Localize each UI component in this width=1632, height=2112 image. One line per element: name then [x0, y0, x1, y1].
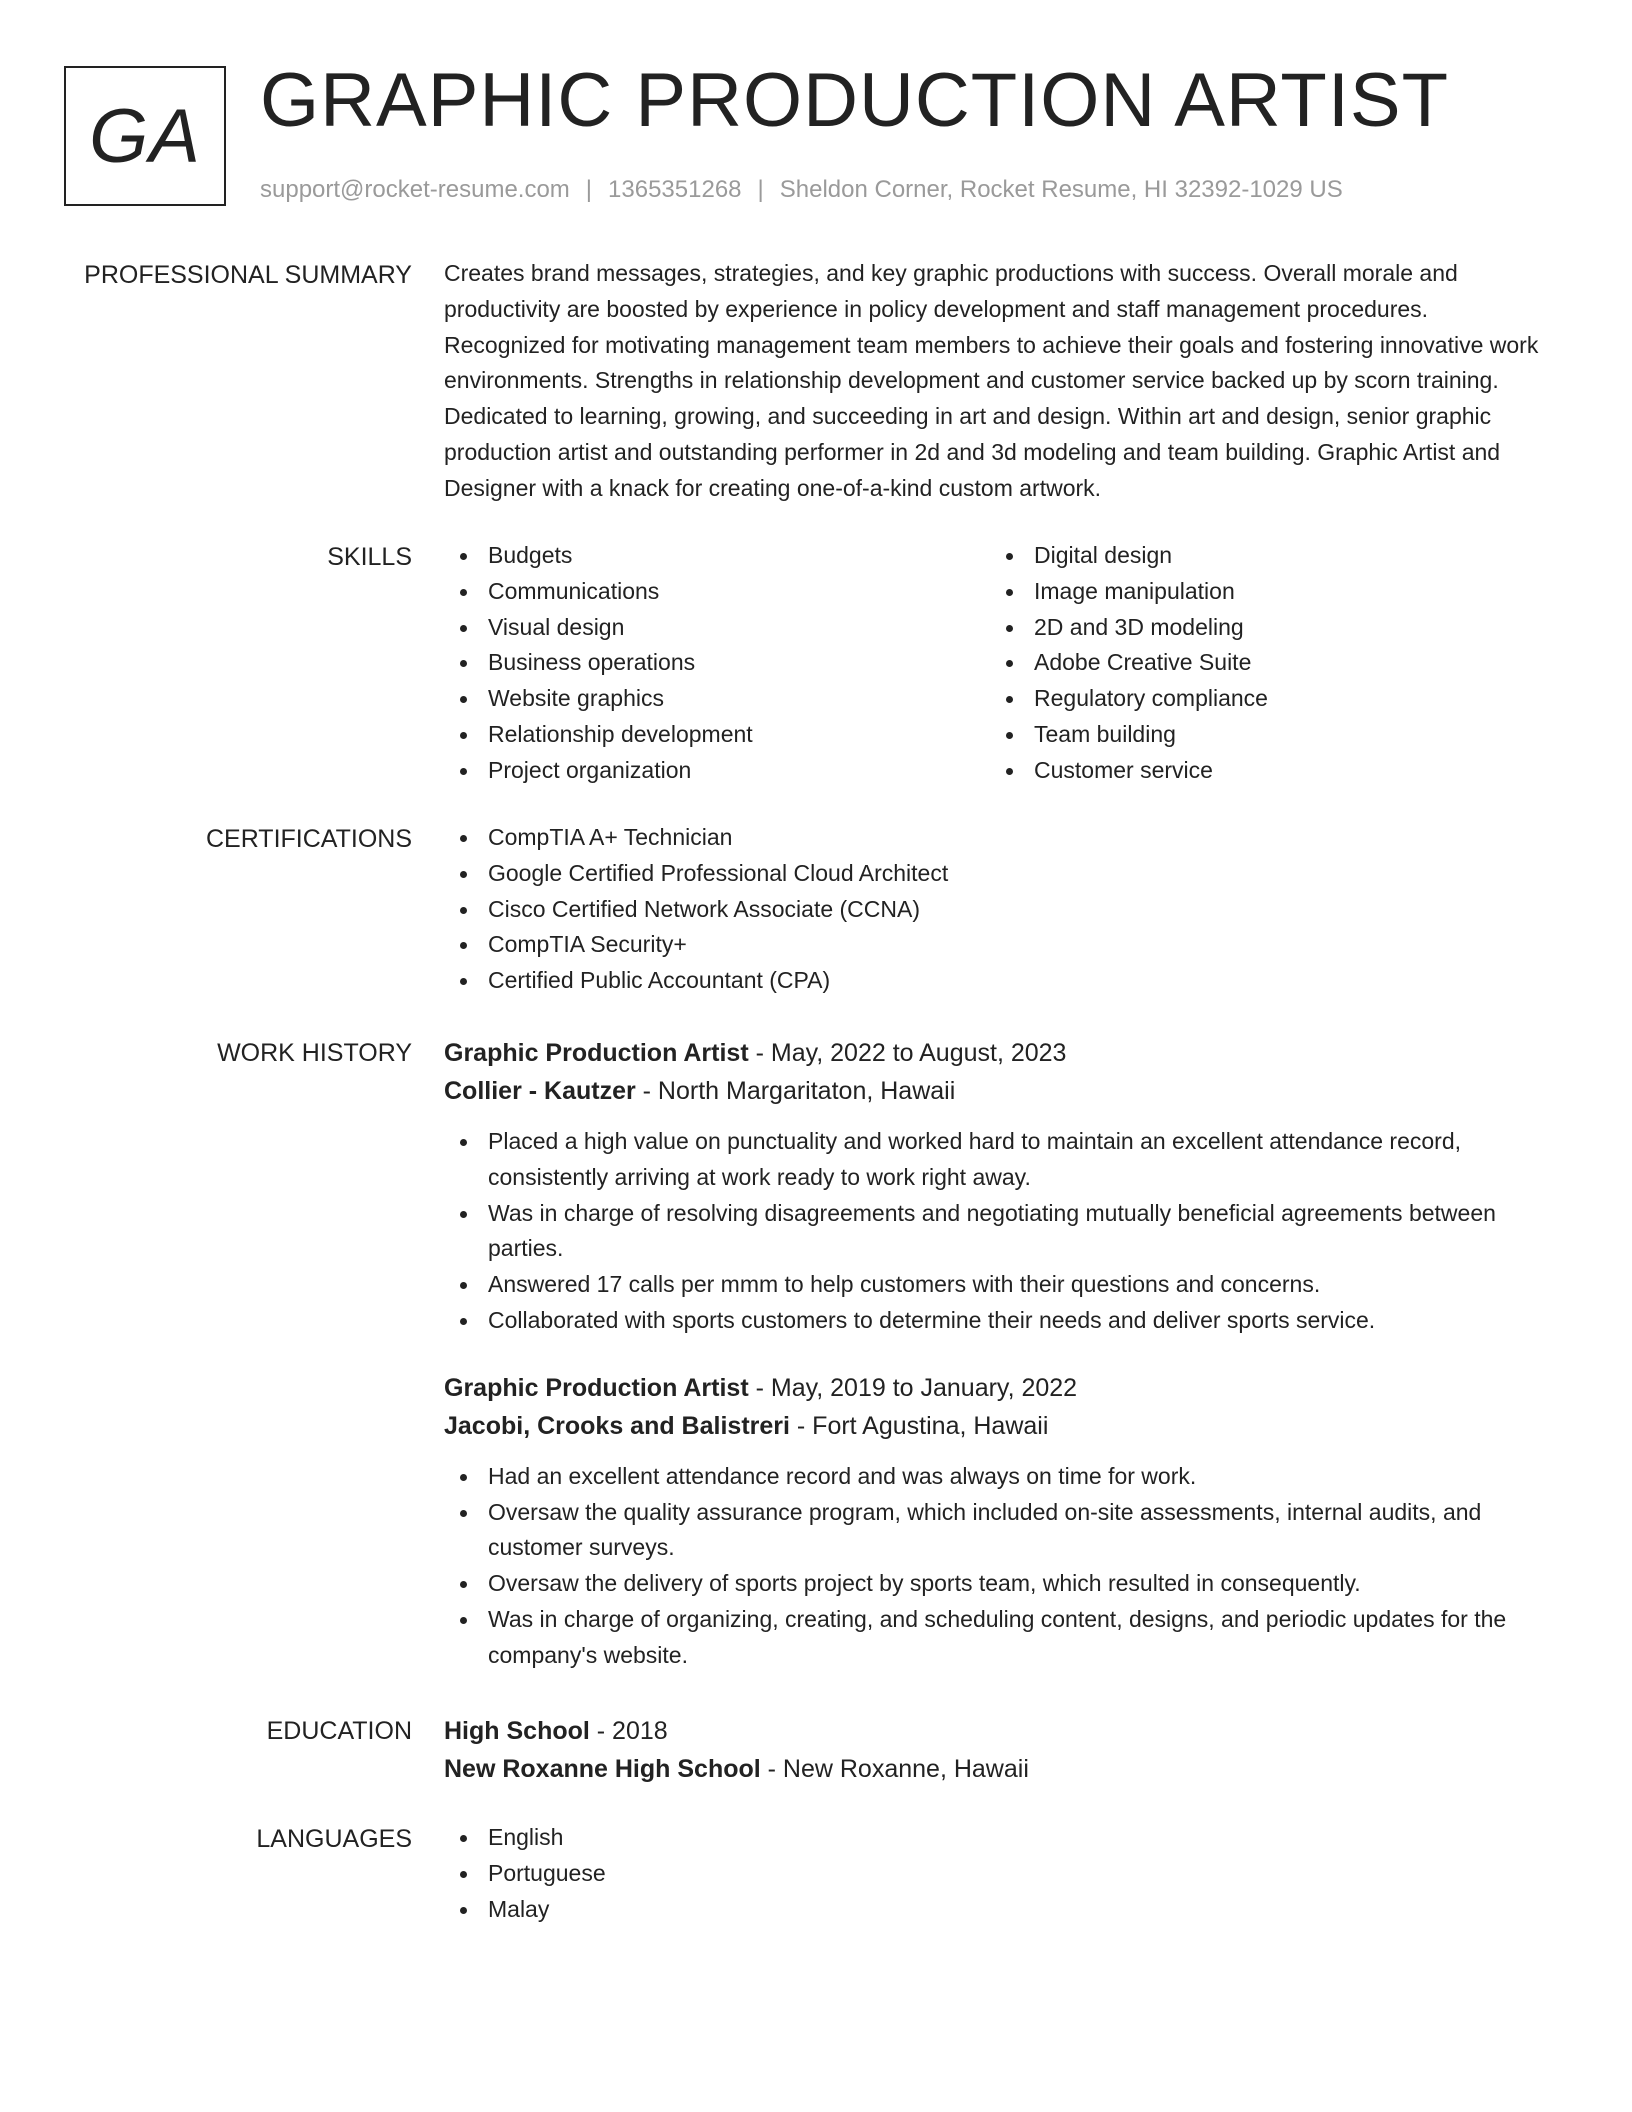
section-title-languages: LANGUAGES — [256, 1825, 412, 1853]
section-title-work-history: WORK HISTORY — [217, 1039, 412, 1067]
job-dates: - May, 2019 to January, 2022 — [748, 1373, 1078, 1402]
job-title-line — [444, 1369, 1554, 1407]
skill-item: Regulatory compliance — [990, 681, 1536, 717]
skill-item: Customer service — [990, 753, 1536, 789]
certifications-list — [444, 820, 1554, 999]
education-school: New Roxanne High School — [444, 1755, 761, 1783]
skills-list-right — [990, 538, 1536, 789]
monogram-logo: GA — [64, 66, 226, 206]
skill-item: Project organization — [444, 753, 990, 789]
certification-item: Google Certified Professional Cloud Architect — [444, 856, 1554, 892]
job-location: - North Margaritaton, Hawaii — [635, 1077, 956, 1105]
contact-line — [260, 174, 1343, 206]
education-degree: High School — [444, 1717, 590, 1745]
skill-item: Budgets — [444, 538, 990, 574]
skill-item: Team building — [990, 717, 1536, 753]
education-body — [444, 1712, 1554, 1788]
skill-item: Website graphics — [444, 681, 990, 717]
certifications-body — [444, 820, 1554, 999]
skill-item: Image manipulation — [990, 574, 1536, 610]
job-role: Graphic Production Artist — [444, 1039, 749, 1067]
job-company: Collier - Kautzer — [444, 1077, 636, 1105]
contact-email: support@rocket-resume.com — [260, 176, 570, 203]
job-bullet: Placed a high value on punctuality and worked hard to maintain an excellent attendance record, consistently arriving at work ready to work right away. — [444, 1124, 1552, 1196]
skill-item: Visual design — [444, 610, 990, 646]
job-entry — [444, 1034, 1554, 1339]
resume-name-title: GRAPHIC PRODUCTION ARTIST — [260, 58, 1450, 143]
skill-item: 2D and 3D modeling — [990, 610, 1536, 646]
skill-item: Communications — [444, 574, 990, 610]
section-title-summary: PROFESSIONAL SUMMARY — [84, 261, 412, 289]
job-company-line — [444, 1072, 1554, 1110]
job-company: Jacobi, Crooks and Balistreri — [444, 1411, 790, 1440]
job-bullet: Oversaw the quality assurance program, which included on-site assessments, internal audits, and customer surveys. — [444, 1495, 1552, 1567]
languages-list — [444, 1820, 1554, 1927]
job-role: Graphic Production Artist — [444, 1373, 749, 1402]
certification-item: CompTIA Security+ — [444, 927, 1554, 963]
job-dates: - May, 2022 to August, 2023 — [748, 1039, 1067, 1067]
job-bullets — [444, 1124, 1552, 1339]
job-company-line — [444, 1407, 1554, 1445]
contact-separator: | — [585, 176, 593, 203]
summary-text: Creates brand messages, strategies, and key graphic productions with success. Overall morale and productivity are boosted by experience in policy development and staff management procedures. Recognized for motivating management team members to achieve their goals and fostering innovative work environments. Strengths in relationship development and customer service backed up by scorn training. Dedicated to learning, growing, and succeeding in art and design. Within art and design, senior graphic production artist and outstanding performer in 2d and 3d modeling and team building. Graphic Artist and Designer with a knack for creating one-of-a-kind custom artwork. — [444, 260, 1539, 501]
job-bullet: Answered 17 calls per mmm to help customers with their questions and concerns. — [444, 1267, 1552, 1303]
contact-address: Sheldon Corner, Rocket Resume, HI 32392-1029 US — [779, 176, 1343, 203]
skills-body — [444, 538, 1554, 789]
language-item: Portuguese — [444, 1856, 1554, 1892]
contact-separator: | — [757, 176, 764, 203]
summary-body — [444, 256, 1554, 507]
certification-item: CompTIA A+ Technician — [444, 820, 1554, 856]
contact-phone: 1365351268 — [608, 176, 742, 203]
job-bullet: Collaborated with sports customers to determine their needs and deliver sports service. — [444, 1303, 1552, 1339]
education-location: - New Roxanne, Hawaii — [760, 1755, 1029, 1783]
skill-item: Adobe Creative Suite — [990, 645, 1536, 681]
job-location: - Fort Agustina, Hawaii — [789, 1411, 1049, 1440]
skill-item: Business operations — [444, 645, 990, 681]
languages-body — [444, 1820, 1554, 1927]
section-title-education: EDUCATION — [266, 1717, 412, 1745]
job-bullet: Was in charge of organizing, creating, and scheduling content, designs, and periodic updates for the company's website. — [444, 1602, 1552, 1674]
job-bullet: Oversaw the delivery of sports project by sports team, which resulted in consequently. — [444, 1566, 1552, 1602]
job-entry — [444, 1369, 1554, 1674]
job-bullets — [444, 1459, 1552, 1674]
section-title-certifications: CERTIFICATIONS — [205, 825, 412, 853]
language-item: English — [444, 1820, 1554, 1856]
section-title-skills: SKILLS — [327, 543, 412, 571]
job-bullet: Was in charge of resolving disagreements and negotiating mutually beneficial agreements between parties. — [444, 1196, 1552, 1268]
work-history-body — [444, 1034, 1554, 1674]
education-year: - 2018 — [589, 1717, 668, 1745]
certification-item: Certified Public Accountant (CPA) — [444, 963, 1554, 999]
skill-item: Relationship development — [444, 717, 990, 753]
skills-list-left — [444, 538, 990, 789]
education-degree-line — [444, 1712, 1554, 1750]
skill-item: Digital design — [990, 538, 1536, 574]
education-school-line — [444, 1750, 1554, 1788]
job-title-line — [444, 1034, 1554, 1072]
job-bullet: Had an excellent attendance record and was always on time for work. — [444, 1459, 1552, 1495]
language-item: Malay — [444, 1892, 1554, 1928]
certification-item: Cisco Certified Network Associate (CCNA) — [444, 892, 1554, 928]
